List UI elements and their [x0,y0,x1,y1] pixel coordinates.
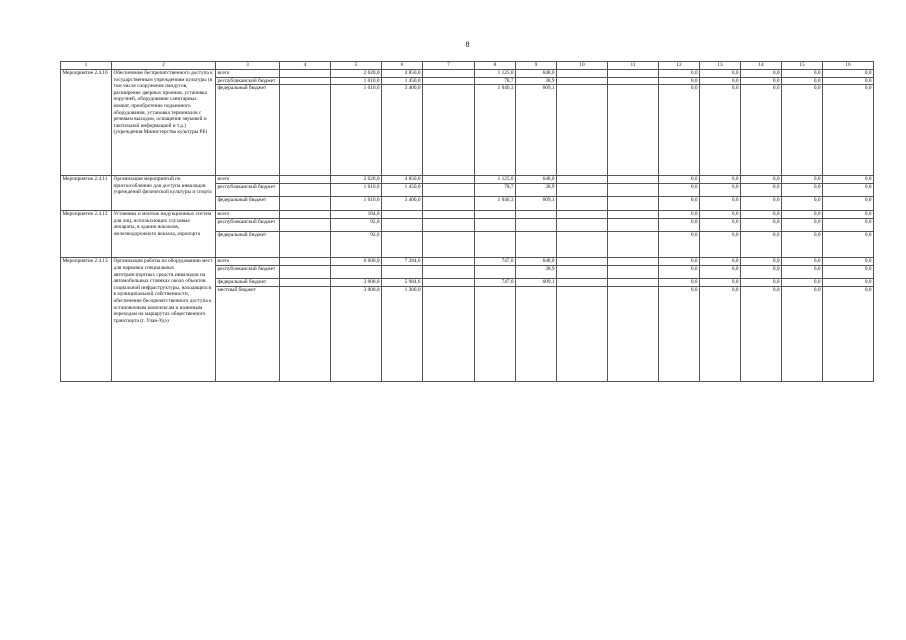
value-cell-col11 [608,265,659,279]
value-cell-col6: 4 850,0 [382,70,423,78]
value-cell-col13: 0,0 [700,258,741,266]
value-cell-col8 [475,232,516,258]
value-cell-col16: 0,0 [823,218,874,232]
value-cell-col10 [557,287,608,382]
column-header: 15 [782,62,823,70]
value-cell-col7 [423,176,475,184]
value-cell-col16: 0,0 [823,232,874,258]
value-cell-col13: 0,0 [700,265,741,279]
value-cell-col8 [475,211,516,219]
value-cell-col13: 0,0 [700,176,741,184]
value-cell-col9 [516,287,557,382]
column-header: 9 [516,62,557,70]
value-cell-col4 [280,197,331,211]
value-cell-col16: 0,0 [823,85,874,176]
value-cell-col5: 184,0 [331,211,382,219]
value-cell-col10 [557,265,608,279]
value-cell-col14: 0,0 [741,70,782,78]
value-cell-col15: 0,0 [782,265,823,279]
value-cell-col7 [423,265,475,279]
value-cell-col4 [280,258,331,266]
value-cell-col14: 0,0 [741,77,782,85]
value-cell-col13: 0,0 [700,197,741,211]
value-cell-col14: 0,0 [741,279,782,287]
value-cell-col14: 0,0 [741,287,782,382]
measure-code: Мероприятие 2.4.13 [61,258,112,382]
value-cell-col10 [557,77,608,85]
measure-code: Мероприятие 2.4.10 [61,70,112,176]
value-cell-col11 [608,183,659,197]
value-cell-col12: 0,0 [659,232,700,258]
value-cell-col6: 3 400,0 [382,197,423,211]
value-cell-col8: 747,0 [475,258,516,266]
value-cell-col6: 1 300,0 [382,287,423,382]
value-cell-col7 [423,232,475,258]
value-cell-col8: 1 046,3 [475,197,516,211]
value-cell-col13: 0,0 [700,70,741,78]
value-cell-col12: 0,0 [659,265,700,279]
column-header: 2 [112,62,216,70]
value-cell-col10 [557,85,608,176]
measure-description: Организация работы на оборудованию мест для парковки специальных автотранспортных средств инвалидов на автомобильных стоянках около объектов социальной инфраструктуры, находящихся в муниципальной собственности, обеспечение беспрепятственного доступа к остановочным комплексам и наземным переходам на маршрутах общественного транспорта (г. Улан-Удэ) [112,258,216,382]
value-cell-col16: 0,0 [823,211,874,219]
value-cell-col16: 0,0 [823,70,874,78]
funding-source: республиканский бюджет [216,265,280,279]
value-cell-col4 [280,211,331,219]
value-cell-col11 [608,258,659,266]
value-cell-col14: 0,0 [741,176,782,184]
value-cell-col16: 0,0 [823,183,874,197]
value-cell-col16: 0,0 [823,287,874,382]
value-cell-col9 [516,232,557,258]
value-cell-col12: 0,0 [659,218,700,232]
column-header: 5 [331,62,382,70]
value-cell-col11 [608,211,659,219]
value-cell-col7 [423,197,475,211]
value-cell-col4 [280,287,331,382]
value-cell-col4 [280,85,331,176]
value-cell-col11 [608,218,659,232]
value-cell-col10 [557,279,608,287]
table-body [61,62,874,382]
funding-source: федеральный бюджет [216,232,280,258]
value-cell-col6: 7 284,6 [382,258,423,266]
value-cell-col5 [331,265,382,279]
value-cell-col9: 648,0 [516,176,557,184]
value-cell-col8: 1 125,0 [475,70,516,78]
value-cell-col16: 0,0 [823,176,874,184]
value-cell-col9: 38,9 [516,77,557,85]
value-cell-col13: 0,0 [700,85,741,176]
value-cell-col7 [423,85,475,176]
column-header: 13 [700,62,741,70]
measure-description: Установка и монтаж индукционных систем для лиц, использующих слуховые аппараты, в здании вокзалов, железнодорожного вокзала, аэропорта [112,211,216,258]
value-cell-col6 [382,265,423,279]
value-cell-col16: 0,0 [823,197,874,211]
budget-table [60,61,874,382]
value-cell-col6: 1 450,0 [382,183,423,197]
value-cell-col14: 0,0 [741,85,782,176]
value-cell-col9: 648,0 [516,70,557,78]
value-cell-col11 [608,176,659,184]
value-cell-col15: 0,0 [782,85,823,176]
value-cell-col8 [475,287,516,382]
value-cell-col8: 78,7 [475,183,516,197]
value-cell-col9: 609,1 [516,197,557,211]
page-number: 8 [465,40,470,49]
funding-source: всего [216,176,280,184]
value-cell-col14: 0,0 [741,265,782,279]
value-cell-col6 [382,211,423,219]
value-cell-col12: 0,0 [659,70,700,78]
value-cell-col13: 0,0 [700,183,741,197]
value-cell-col8: 747,0 [475,279,516,287]
value-cell-col13: 0,0 [700,287,741,382]
value-cell-col10 [557,232,608,258]
table-row [61,211,874,219]
value-cell-col4 [280,183,331,197]
value-cell-col9: 648,0 [516,258,557,266]
value-cell-col4 [280,232,331,258]
value-cell-col7 [423,211,475,219]
value-cell-col14: 0,0 [741,218,782,232]
funding-source: федеральный бюджет [216,197,280,211]
value-cell-col10 [557,183,608,197]
value-cell-col5: 3 000,0 [331,279,382,287]
table-row [61,176,874,184]
value-cell-col5: 1 010,0 [331,197,382,211]
value-cell-col15: 0,0 [782,183,823,197]
value-cell-col5: 92,0 [331,218,382,232]
value-cell-col11 [608,197,659,211]
value-cell-col8 [475,265,516,279]
value-cell-col13: 0,0 [700,218,741,232]
value-cell-col9: 38,9 [516,183,557,197]
value-cell-col10 [557,197,608,211]
value-cell-col12: 0,0 [659,85,700,176]
value-cell-col5: 6 000,0 [331,258,382,266]
value-cell-col4 [280,279,331,287]
value-cell-col9 [516,218,557,232]
value-cell-col15: 0,0 [782,211,823,219]
value-cell-col11 [608,77,659,85]
value-cell-col15: 0,0 [782,77,823,85]
measure-code: Мероприятие 2.4.11 [61,176,112,211]
funding-source: местный бюджет [216,287,280,382]
value-cell-col7 [423,287,475,382]
funding-source: республиканский бюджет [216,218,280,232]
value-cell-col6: 4 850,0 [382,176,423,184]
value-cell-col11 [608,287,659,382]
value-cell-col15: 0,0 [782,218,823,232]
value-cell-col10 [557,176,608,184]
value-cell-col7 [423,279,475,287]
value-cell-col7 [423,258,475,266]
funding-source: всего [216,258,280,266]
value-cell-col12: 0,0 [659,258,700,266]
value-cell-col6: 1 450,0 [382,77,423,85]
value-cell-col5: 3 000,0 [331,287,382,382]
value-cell-col12: 0,0 [659,183,700,197]
value-cell-col10 [557,218,608,232]
value-cell-col5: 2 020,0 [331,70,382,78]
column-header: 16 [823,62,874,70]
value-cell-col12: 0,0 [659,211,700,219]
value-cell-col4 [280,176,331,184]
funding-source: республиканский бюджет [216,77,280,85]
value-cell-col12: 0,0 [659,176,700,184]
value-cell-col12: 0,0 [659,279,700,287]
value-cell-col11 [608,232,659,258]
value-cell-col11 [608,279,659,287]
value-cell-col15: 0,0 [782,258,823,266]
value-cell-col5: 1 010,0 [331,77,382,85]
value-cell-col4 [280,77,331,85]
value-cell-col5: 2 020,0 [331,176,382,184]
value-cell-col8: 78,7 [475,77,516,85]
value-cell-col11 [608,85,659,176]
column-header: 3 [216,62,280,70]
value-cell-col9: 609,1 [516,279,557,287]
measure-code: Мероприятие 2.4.12 [61,211,112,258]
column-header: 11 [608,62,659,70]
value-cell-col9: 609,1 [516,85,557,176]
value-cell-col15: 0,0 [782,70,823,78]
value-cell-col15: 0,0 [782,232,823,258]
value-cell-col9 [516,211,557,219]
value-cell-col16: 0,0 [823,77,874,85]
value-cell-col12: 0,0 [659,77,700,85]
value-cell-col4 [280,70,331,78]
column-header: 12 [659,62,700,70]
value-cell-col16: 0,0 [823,265,874,279]
value-cell-col12: 0,0 [659,197,700,211]
value-cell-col10 [557,70,608,78]
column-header: 4 [280,62,331,70]
column-header: 8 [475,62,516,70]
value-cell-col13: 0,0 [700,211,741,219]
value-cell-col15: 0,0 [782,197,823,211]
value-cell-col16: 0,0 [823,258,874,266]
measure-description: Организация мероприятий по приспособлению для доступа инвалидов учреждений физической культуры и спорта [112,176,216,211]
value-cell-col8 [475,218,516,232]
table-row [61,70,874,78]
value-cell-col16: 0,0 [823,279,874,287]
value-cell-col15: 0,0 [782,176,823,184]
value-cell-col5: 1 010,0 [331,85,382,176]
value-cell-col9: 38,9 [516,265,557,279]
funding-source: всего [216,70,280,78]
value-cell-col12: 0,0 [659,287,700,382]
value-cell-col6: 5 984,6 [382,279,423,287]
column-header: 7 [423,62,475,70]
value-cell-col5: 1 010,0 [331,183,382,197]
column-header: 14 [741,62,782,70]
value-cell-col6 [382,232,423,258]
value-cell-col14: 0,0 [741,183,782,197]
value-cell-col11 [608,70,659,78]
value-cell-col13: 0,0 [700,77,741,85]
funding-source: республиканский бюджет [216,183,280,197]
value-cell-col14: 0,0 [741,232,782,258]
value-cell-col10 [557,211,608,219]
value-cell-col14: 0,0 [741,197,782,211]
value-cell-col14: 0,0 [741,258,782,266]
funding-source: федеральный бюджет [216,279,280,287]
value-cell-col6: 3 400,0 [382,85,423,176]
value-cell-col8: 1 125,0 [475,176,516,184]
value-cell-col5: 92,0 [331,232,382,258]
column-header: 6 [382,62,423,70]
value-cell-col4 [280,265,331,279]
value-cell-col7 [423,77,475,85]
value-cell-col7 [423,218,475,232]
value-cell-col6 [382,218,423,232]
column-header: 10 [557,62,608,70]
value-cell-col15: 0,0 [782,287,823,382]
value-cell-col13: 0,0 [700,232,741,258]
value-cell-col7 [423,183,475,197]
column-number-row [61,62,874,70]
table-row [61,258,874,266]
value-cell-col4 [280,218,331,232]
funding-source: всего [216,211,280,219]
value-cell-col14: 0,0 [741,211,782,219]
value-cell-col15: 0,0 [782,279,823,287]
funding-source: федеральный бюджет [216,85,280,176]
value-cell-col10 [557,258,608,266]
column-header: 1 [61,62,112,70]
value-cell-col13: 0,0 [700,279,741,287]
value-cell-col8: 1 046,3 [475,85,516,176]
value-cell-col7 [423,70,475,78]
measure-description: Обеспечение беспрепятственного доступа к государственным учреждениям культуры (в том числе сооружение пандусов, расширение дверных проемов, установка поручней, оборудование санитарных комнат, приобретение подъемного оборудования, установка терминалов с речевым выходом, оснащение звуковой и тактильной информацией и т.д.) (учреждения Министерства культуры РБ) [112,70,216,176]
